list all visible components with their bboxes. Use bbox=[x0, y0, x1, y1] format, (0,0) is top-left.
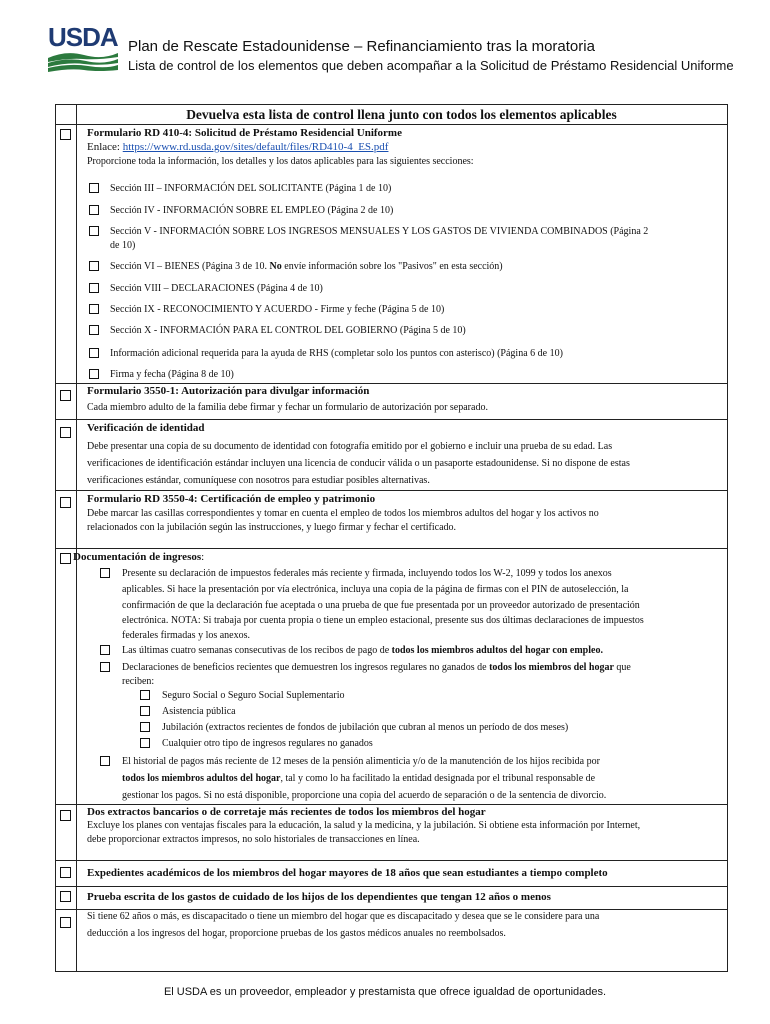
medical-checkbox[interactable] bbox=[60, 917, 71, 928]
support-bold: todos los miembros adultos del hogar bbox=[122, 773, 281, 784]
rd35504-line: Debe marcar las casillas correspondientes y tomar en cuenta el empleo de todos los miembros adultos del hogar y los activos no bbox=[87, 508, 599, 519]
section-vi-text-end: envíe información sobre los "Pasivos" en esta sección) bbox=[281, 261, 503, 272]
table-heading: Devuelva esta lista de control llena junto con todos los elementos aplicables bbox=[186, 107, 617, 122]
section-vi-checkbox[interactable] bbox=[89, 261, 99, 271]
medical-line: Si tiene 62 años o más, es discapacitado o tiene un miembro del hogar que es discapacitado y desea que se le considere para una bbox=[87, 911, 600, 922]
rd35504-title: Formulario RD 3550-4: Certificación de empleo y patrimonio bbox=[87, 493, 376, 505]
support-payments-checkbox[interactable] bbox=[100, 756, 110, 766]
checkbox-column-divider bbox=[76, 104, 77, 971]
usda-logo-text: USDA bbox=[48, 22, 118, 52]
rd4104-intro: Proporcione toda la información, los detalles y los datos aplicables para las siguientes secciones: bbox=[87, 156, 474, 167]
income-checkbox[interactable] bbox=[60, 553, 71, 564]
support-line bbox=[122, 771, 595, 787]
retirement-label: Jubilación (extractos recientes de fondos de jubilación que cubran al menos un período de dos meses) bbox=[162, 722, 569, 733]
benefits-label bbox=[122, 660, 631, 676]
page-subtitle: Lista de control de los elementos que deben acompañar a la Solicitud de Préstamo Residencial Uniforme bbox=[128, 58, 734, 73]
benefits-text-end: que bbox=[613, 662, 631, 673]
support-line: gestionar los pagos. Si no está disponible, proporcione una copia del acuerdo de separación o de la sentencia de divorcio. bbox=[122, 790, 607, 801]
section-v-label-cont: de 10) bbox=[110, 240, 136, 251]
other-income-label: Cualquier otro tipo de ingresos regulares no ganados bbox=[162, 738, 373, 749]
benefits-bold: todos los miembros del hogar bbox=[489, 662, 614, 673]
tax-return-line: aplicables. Si hace la presentación por vía electrónica, incluya una copia de la página de firmas con el PIN de autoselección, la bbox=[122, 584, 629, 595]
public-assistance-checkbox[interactable] bbox=[140, 706, 150, 716]
medical-line: deducción a los ingresos del hogar, proporcione pruebas de los gastos médicos anuales no reembolsados. bbox=[87, 928, 506, 939]
tax-return-line: federales firmadas y los anexos. bbox=[122, 630, 251, 641]
section-vi-bold: No bbox=[269, 261, 282, 272]
section-viii-label: Sección VIII – DECLARACIONES (Página 4 de 10) bbox=[110, 283, 323, 294]
rd4104-checkbox[interactable] bbox=[60, 129, 71, 140]
rd35504-checkbox[interactable] bbox=[60, 497, 71, 508]
section-iii-label: Sección III – INFORMACIÓN DEL SOLICITANTE (Página 1 de 10) bbox=[110, 183, 392, 194]
bank-line: Excluye los planes con ventajas fiscales para la educación, la salud y la medicina, y la jubilación. Si obtiene esta información por Internet, bbox=[87, 820, 641, 831]
section-v-checkbox[interactable] bbox=[89, 226, 99, 236]
identity-line: verificaciones estándar, comuníquese con nosotros para estudiar posibles alternativas. bbox=[87, 475, 430, 486]
benefits-checkbox[interactable] bbox=[100, 662, 110, 672]
row-divider bbox=[55, 860, 727, 861]
bank-line: debe proporcionar extractos impresos, no solo historiales de transacciones en línea. bbox=[87, 834, 420, 845]
income-colon: : bbox=[201, 551, 205, 563]
social-security-label: Seguro Social o Seguro Social Suplementario bbox=[162, 690, 345, 701]
section-iv-label: Sección IV - INFORMACIÓN SOBRE EL EMPLEO (Página 2 de 10) bbox=[110, 205, 394, 216]
identity-checkbox[interactable] bbox=[60, 427, 71, 438]
support-line: El historial de pagos más reciente de 12 meses de la pensión alimenticia y/o de la manutención de los hijos recibida por bbox=[122, 756, 600, 767]
section-vi-label bbox=[110, 259, 503, 275]
rd4104-title: Formulario RD 410-4: Solicitud de Préstamo Residencial Uniforme bbox=[87, 127, 402, 139]
identity-title: Verificación de identidad bbox=[87, 422, 205, 434]
row-divider bbox=[55, 886, 727, 887]
income-title: Documentación de ingresos bbox=[73, 551, 202, 563]
paystubs-label bbox=[122, 643, 603, 659]
section-x-label: Sección X - INFORMACIÓN PARA EL CONTROL DEL GOBIERNO (Página 5 de 10) bbox=[110, 325, 466, 336]
academic-checkbox[interactable] bbox=[60, 867, 71, 878]
f35501-text: Cada miembro adulto de la familia debe firmar y fechar un formulario de autorización por separado. bbox=[87, 402, 488, 413]
section-vi-text: Sección VI – BIENES (Página 3 de 10. bbox=[110, 261, 270, 272]
signature-label: Firma y fecha (Página 8 de 10) bbox=[110, 369, 234, 380]
support-text: , tal y como lo ha facilitado la entidad designada por el tribunal responsable de bbox=[280, 773, 596, 784]
tax-return-line: Presente su declaración de impuestos federales más reciente y firmada, incluyendo todos los W-2, 1099 y todos los anexos bbox=[122, 568, 612, 579]
page-title: Plan de Rescate Estadounidense – Refinanciamiento tras la moratoria bbox=[128, 38, 595, 55]
identity-line: verificaciones de identificación estándar incluyen una licencia de conducir válida o un pasaporte estadounidense. Si no dispone de estas bbox=[87, 458, 630, 469]
signature-checkbox[interactable] bbox=[89, 369, 99, 379]
childcare-title: Prueba escrita de los gastos de cuidado de los hijos de los dependientes que tengan 12 años o menos bbox=[87, 891, 551, 903]
section-v-label: Sección V - INFORMACIÓN SOBRE LOS INGRESOS MENSUALES Y LOS GASTOS DE VIVIENDA COMBINADOS (Página 2 bbox=[110, 226, 649, 237]
footer-text: El USDA es un proveedor, empleador y prestamista que ofrece igualdad de oportunidades. bbox=[163, 986, 607, 998]
rhs-info-label: Información adicional requerida para la ayuda de RHS (completar solo los puntos con asterisco) (Página 6 de 10) bbox=[110, 348, 563, 359]
rd4104-link-line bbox=[87, 139, 388, 155]
rhs-info-checkbox[interactable] bbox=[89, 348, 99, 358]
paystubs-text: Las últimas cuatro semanas consecutivas de los recibos de pago de bbox=[122, 645, 392, 656]
section-iii-checkbox[interactable] bbox=[89, 183, 99, 193]
bank-checkbox[interactable] bbox=[60, 810, 71, 821]
usda-logo-hills-icon bbox=[48, 50, 118, 72]
bank-title: Dos extractos bancarios o de corretaje más recientes de todos los miembros del hogar bbox=[87, 806, 486, 818]
retirement-checkbox[interactable] bbox=[140, 722, 150, 732]
public-assistance-label: Asistencia pública bbox=[162, 706, 236, 717]
academic-title: Expedientes académicos de los miembros del hogar mayores de 18 años que sean estudiantes a tiempo completo bbox=[87, 867, 608, 879]
section-ix-label: Sección IX - RECONOCIMIENTO Y ACUERDO - Firme y feche (Página 5 de 10) bbox=[110, 304, 445, 315]
paystubs-bold: todos los miembros adultos del hogar con empleo. bbox=[391, 645, 603, 656]
identity-line: Debe presentar una copia de su documento de identidad con fotografía emitido por el gobierno e incluir una prueba de su edad. Las bbox=[87, 441, 613, 452]
section-iv-checkbox[interactable] bbox=[89, 205, 99, 215]
social-security-checkbox[interactable] bbox=[140, 690, 150, 700]
rd35504-line: relacionados con la jubilación según las instrucciones, y luego firmar y fechar el certificado. bbox=[87, 522, 457, 533]
tax-return-line: confirmación de que la declaración fue aceptada o una prueba de que fue presentada por un proveedor autorizado de presentación bbox=[122, 600, 640, 611]
rd4104-link-prefix: Enlace: bbox=[87, 141, 123, 153]
benefits-text: Declaraciones de beneficios recientes que demuestren los ingresos regulares no ganados de bbox=[122, 662, 490, 673]
section-x-checkbox[interactable] bbox=[89, 325, 99, 335]
tax-return-line: electrónica. NOTA: Si trabaja por cuenta propia o tiene un empleo estacional, presente sus dos últimas declaraciones de impuestos bbox=[122, 615, 644, 626]
other-income-checkbox[interactable] bbox=[140, 738, 150, 748]
section-viii-checkbox[interactable] bbox=[89, 283, 99, 293]
income-heading bbox=[73, 549, 204, 565]
rd4104-link[interactable]: https://www.rd.usda.gov/sites/default/files/RD410-4_ES.pdf bbox=[122, 141, 389, 153]
usda-logo bbox=[48, 22, 118, 72]
childcare-checkbox[interactable] bbox=[60, 891, 71, 902]
benefits-label-cont: reciben: bbox=[122, 676, 155, 687]
paystubs-checkbox[interactable] bbox=[100, 645, 110, 655]
section-ix-checkbox[interactable] bbox=[89, 304, 99, 314]
f35501-title: Formulario 3550-1: Autorización para divulgar información bbox=[87, 385, 370, 397]
tax-return-checkbox[interactable] bbox=[100, 568, 110, 578]
f35501-checkbox[interactable] bbox=[60, 390, 71, 401]
